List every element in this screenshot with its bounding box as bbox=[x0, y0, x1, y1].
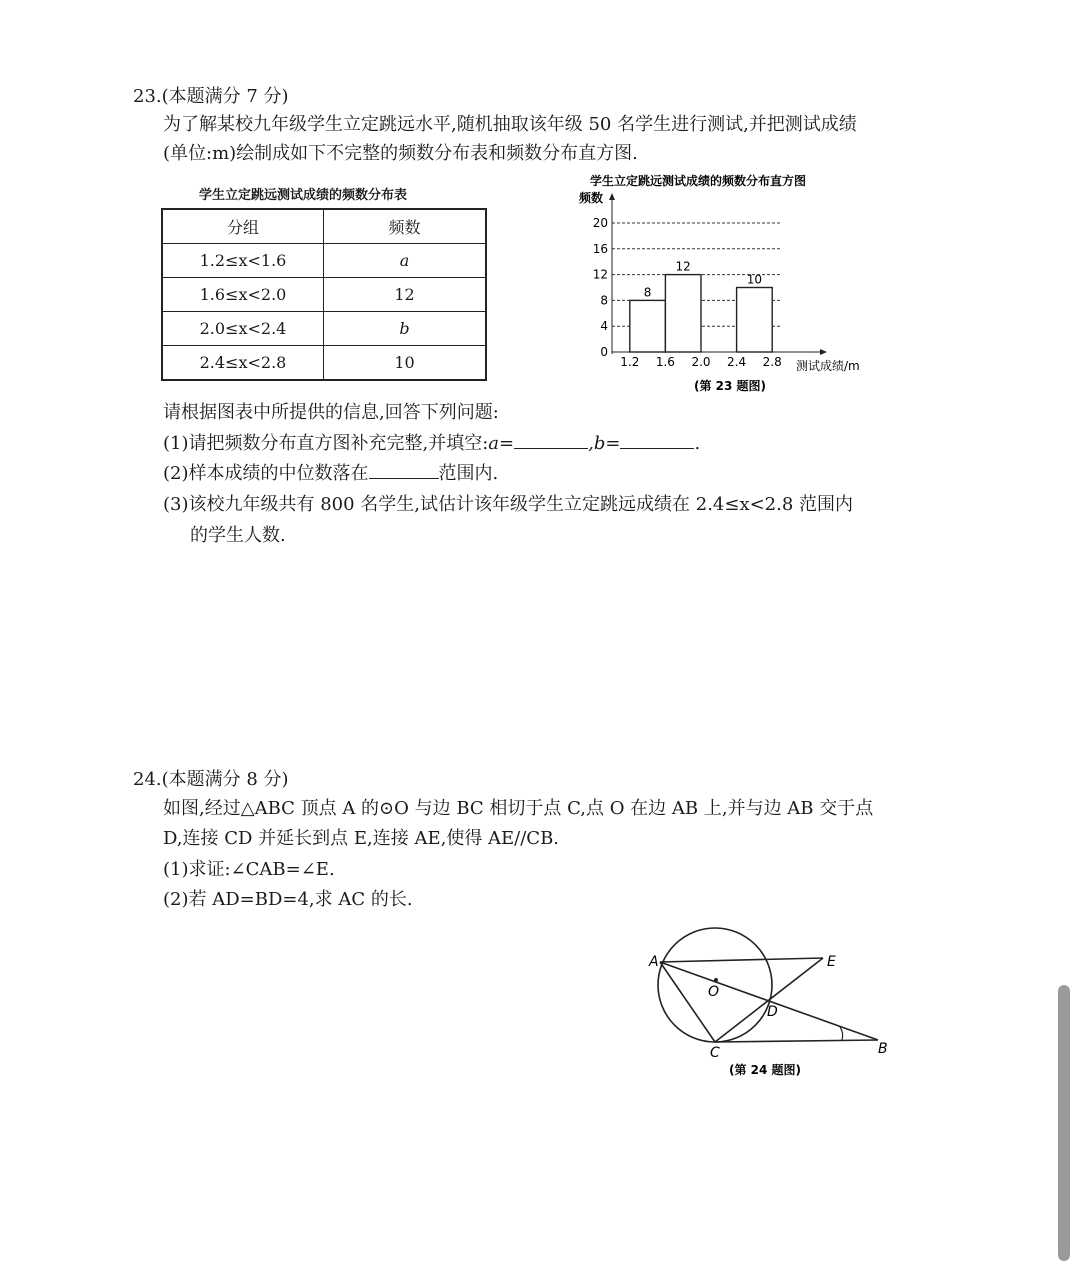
label-b: B bbox=[878, 1041, 888, 1057]
q24-sub1: (1)求证:∠CAB=∠E. bbox=[163, 859, 335, 880]
histogram-bar bbox=[630, 300, 666, 352]
sub1-end: . bbox=[694, 433, 701, 454]
chart-ylabel: 频数 bbox=[579, 191, 604, 205]
table-cell-count: 10 bbox=[324, 346, 487, 381]
q23-table-title: 学生立定跳远测试成绩的频数分布表 bbox=[199, 188, 408, 203]
table-header-row bbox=[162, 209, 486, 244]
table-row bbox=[162, 244, 486, 278]
bar-value-label: 8 bbox=[643, 285, 652, 300]
x-tick-label: 1.6 bbox=[655, 355, 675, 369]
y-tick-label: 4 bbox=[600, 319, 608, 334]
segment-ac bbox=[660, 962, 715, 1042]
center-point-o bbox=[714, 978, 718, 982]
q24-figure-caption: (第 24 题图) bbox=[728, 1063, 802, 1077]
q23-sub2 bbox=[163, 463, 498, 485]
table-cell-count: b bbox=[324, 312, 487, 346]
table-cell-group: 1.6≤x<2.0 bbox=[162, 278, 324, 312]
y-tick-label: 0 bbox=[600, 345, 608, 359]
sub1-text: (1)请把频数分布直方图补充完整,并填空: bbox=[163, 433, 489, 454]
answer-blank-median[interactable] bbox=[369, 478, 439, 479]
label-o: O bbox=[708, 984, 720, 1000]
q23-intro-line2: (单位:m)绘制成如下不完整的频数分布表和频数分布直方图. bbox=[163, 143, 638, 164]
segment-cb bbox=[715, 1040, 878, 1042]
sub1-b-label: ,b= bbox=[588, 433, 621, 454]
x-tick-label: 2.8 bbox=[762, 355, 782, 369]
y-tick-label: 8 bbox=[600, 293, 608, 308]
bar-value-label: 10 bbox=[746, 272, 763, 287]
table-cell-group: 2.4≤x<2.8 bbox=[162, 346, 324, 381]
y-tick-label: 12 bbox=[592, 267, 608, 282]
q24-line1: 如图,经过△ABC 顶点 A 的⊙O 与边 BC 相切于点 C,点 O 在边 AB 上,并与边 AB 交于点 bbox=[163, 798, 874, 819]
table-cell-group: 2.0≤x<2.4 bbox=[162, 312, 324, 346]
table-cell-count: a bbox=[324, 244, 487, 278]
q24-sub2: (2)若 AD=BD=4,求 AC 的长. bbox=[163, 889, 413, 910]
histogram-bar bbox=[665, 275, 701, 352]
y-tick-label: 20 bbox=[592, 216, 608, 230]
q23-figure-caption: (第 23 题图) bbox=[693, 379, 767, 393]
geometry-figure bbox=[640, 915, 900, 1085]
q24-header: 24.(本题满分 8 分) bbox=[133, 769, 289, 790]
q23-prompt: 请根据图表中所提供的信息,回答下列问题: bbox=[163, 402, 499, 423]
x-tick-label: 2.0 bbox=[691, 355, 711, 369]
chart-xlabel: 测试成绩/m bbox=[796, 359, 860, 373]
angle-mark-b bbox=[840, 1027, 843, 1040]
segment-ae bbox=[660, 958, 823, 962]
q23-sub3-line2: 的学生人数. bbox=[190, 525, 286, 546]
answer-blank-a[interactable] bbox=[514, 448, 588, 449]
label-d: D bbox=[767, 1004, 778, 1020]
y-tick-label: 16 bbox=[592, 241, 608, 256]
sub2-text: (2)样本成绩的中位数落在 bbox=[163, 463, 369, 484]
table-cell-count: 12 bbox=[324, 278, 487, 312]
histogram-bar bbox=[737, 288, 773, 353]
q23-sub3-line1: (3)该校九年级共有 800 名学生,试估计该年级学生立定跳远成绩在 2.4≤x<2.8 范围内 bbox=[163, 494, 854, 515]
table-row bbox=[162, 312, 486, 346]
x-axis-arrow bbox=[820, 349, 827, 355]
sub2-end: 范围内. bbox=[438, 463, 499, 484]
answer-blank-b[interactable] bbox=[620, 448, 694, 449]
x-tick-label: 1.2 bbox=[620, 355, 640, 369]
table-header-cell: 分组 bbox=[162, 209, 324, 244]
segment-ce bbox=[715, 958, 823, 1042]
table-row bbox=[162, 278, 486, 312]
label-c: C bbox=[710, 1045, 720, 1061]
x-tick-label: 2.4 bbox=[727, 355, 747, 369]
table-header-cell: 频数 bbox=[324, 209, 487, 244]
sub1-a-label: a= bbox=[488, 433, 515, 454]
bar-value-label: 12 bbox=[675, 259, 691, 274]
q23-intro-line1: 为了解某校九年级学生立定跳远水平,随机抽取该年级 50 名学生进行测试,并把测试成绩 bbox=[163, 114, 857, 135]
q23-sub1 bbox=[163, 433, 700, 455]
chart-title: 学生立定跳远测试成绩的频数分布直方图 bbox=[590, 174, 807, 188]
label-e: E bbox=[827, 954, 836, 970]
y-axis-arrow bbox=[609, 193, 615, 200]
scrollbar-thumb[interactable] bbox=[1058, 985, 1070, 1261]
frequency-histogram bbox=[570, 168, 890, 403]
label-a: A bbox=[649, 954, 659, 970]
q24-line2: D,连接 CD 并延长到点 E,连接 AE,使得 AE//CB. bbox=[163, 828, 560, 849]
frequency-table bbox=[161, 208, 487, 381]
q23-header: 23.(本题满分 7 分) bbox=[133, 86, 289, 107]
table-row bbox=[162, 346, 486, 381]
table-cell-group: 1.2≤x<1.6 bbox=[162, 244, 324, 278]
